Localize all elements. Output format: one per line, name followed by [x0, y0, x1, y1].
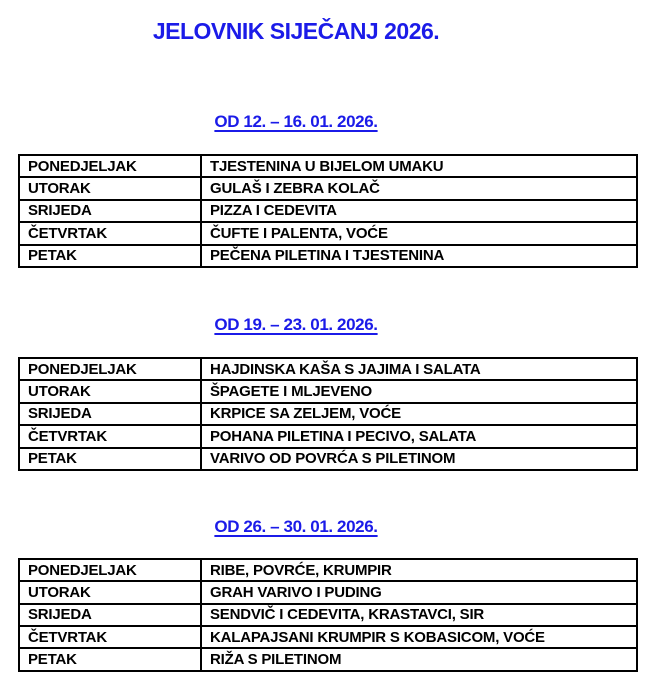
table-row — [19, 581, 637, 603]
table-row — [19, 155, 637, 177]
meal-cell: TJESTENINA U BIJELOM UMAKU — [201, 155, 637, 177]
table-row — [19, 403, 637, 425]
table-row — [19, 648, 637, 670]
menu-table-week-2 — [18, 357, 638, 471]
table-row — [19, 222, 637, 244]
meal-cell: POHANA PILETINA I PECIVO, SALATA — [201, 425, 637, 447]
meal-cell: PIZZA I CEDEVITA — [201, 200, 637, 222]
table-row — [19, 245, 637, 267]
meal-cell: KALAPAJSANI KRUMPIR S KOBASICOM, VOĆE — [201, 626, 637, 648]
day-cell: UTORAK — [19, 581, 201, 603]
meal-cell: PEČENA PILETINA I TJESTENINA — [201, 245, 637, 267]
meal-cell: ČUFTE I PALENTA, VOĆE — [201, 222, 637, 244]
meal-cell: HAJDINSKA KAŠA S JAJIMA I SALATA — [201, 358, 637, 380]
meal-cell: RIBE, POVRĆE, KRUMPIR — [201, 559, 637, 581]
day-cell: PONEDJELJAK — [19, 559, 201, 581]
day-cell: SRIJEDA — [19, 200, 201, 222]
table-row — [19, 358, 637, 380]
day-cell: ČETVRTAK — [19, 626, 201, 648]
page-title: JELOVNIK SIJEČANJ 2026. — [152, 18, 440, 44]
menu-table-week-1 — [18, 154, 638, 268]
section-heading-week-1: OD 12. – 16. 01. 2026. — [214, 112, 378, 131]
section-heading-week-2: OD 19. – 23. 01. 2026. — [214, 314, 378, 334]
day-cell: UTORAK — [19, 380, 201, 402]
meal-cell: ŠPAGETE I MLJEVENO — [201, 380, 637, 402]
day-cell: PETAK — [19, 648, 201, 670]
table-row — [19, 559, 637, 581]
meal-cell: SENDVIČ I CEDEVITA, KRASTAVCI, SIR — [201, 604, 637, 626]
table-row — [19, 177, 637, 199]
menu-table-week-3 — [18, 558, 638, 672]
day-cell: PETAK — [19, 245, 201, 267]
day-cell: PONEDJELJAK — [19, 358, 201, 380]
day-cell: PETAK — [19, 448, 201, 470]
day-cell: SRIJEDA — [19, 403, 201, 425]
table-row — [19, 448, 637, 470]
table-row — [19, 380, 637, 402]
document-page — [0, 17, 651, 698]
meal-cell: GULAŠ I ZEBRA KOLAČ — [201, 177, 637, 199]
day-cell: SRIJEDA — [19, 604, 201, 626]
meal-cell: GRAH VARIVO I PUDING — [201, 581, 637, 603]
table-row — [19, 604, 637, 626]
section-heading-week-3: OD 26. – 30. 01. 2026. — [214, 516, 378, 536]
meal-cell: KRPICE SA ZELJEM, VOĆE — [201, 403, 637, 425]
day-cell: ČETVRTAK — [19, 425, 201, 447]
meal-cell: RIŽA S PILETINOM — [201, 648, 637, 670]
meal-cell: VARIVO OD POVRĆA S PILETINOM — [201, 448, 637, 470]
day-cell: PONEDJELJAK — [19, 155, 201, 177]
table-row — [19, 626, 637, 648]
day-cell: ČETVRTAK — [19, 222, 201, 244]
day-cell: UTORAK — [19, 177, 201, 199]
table-row — [19, 200, 637, 222]
table-row — [19, 425, 637, 447]
